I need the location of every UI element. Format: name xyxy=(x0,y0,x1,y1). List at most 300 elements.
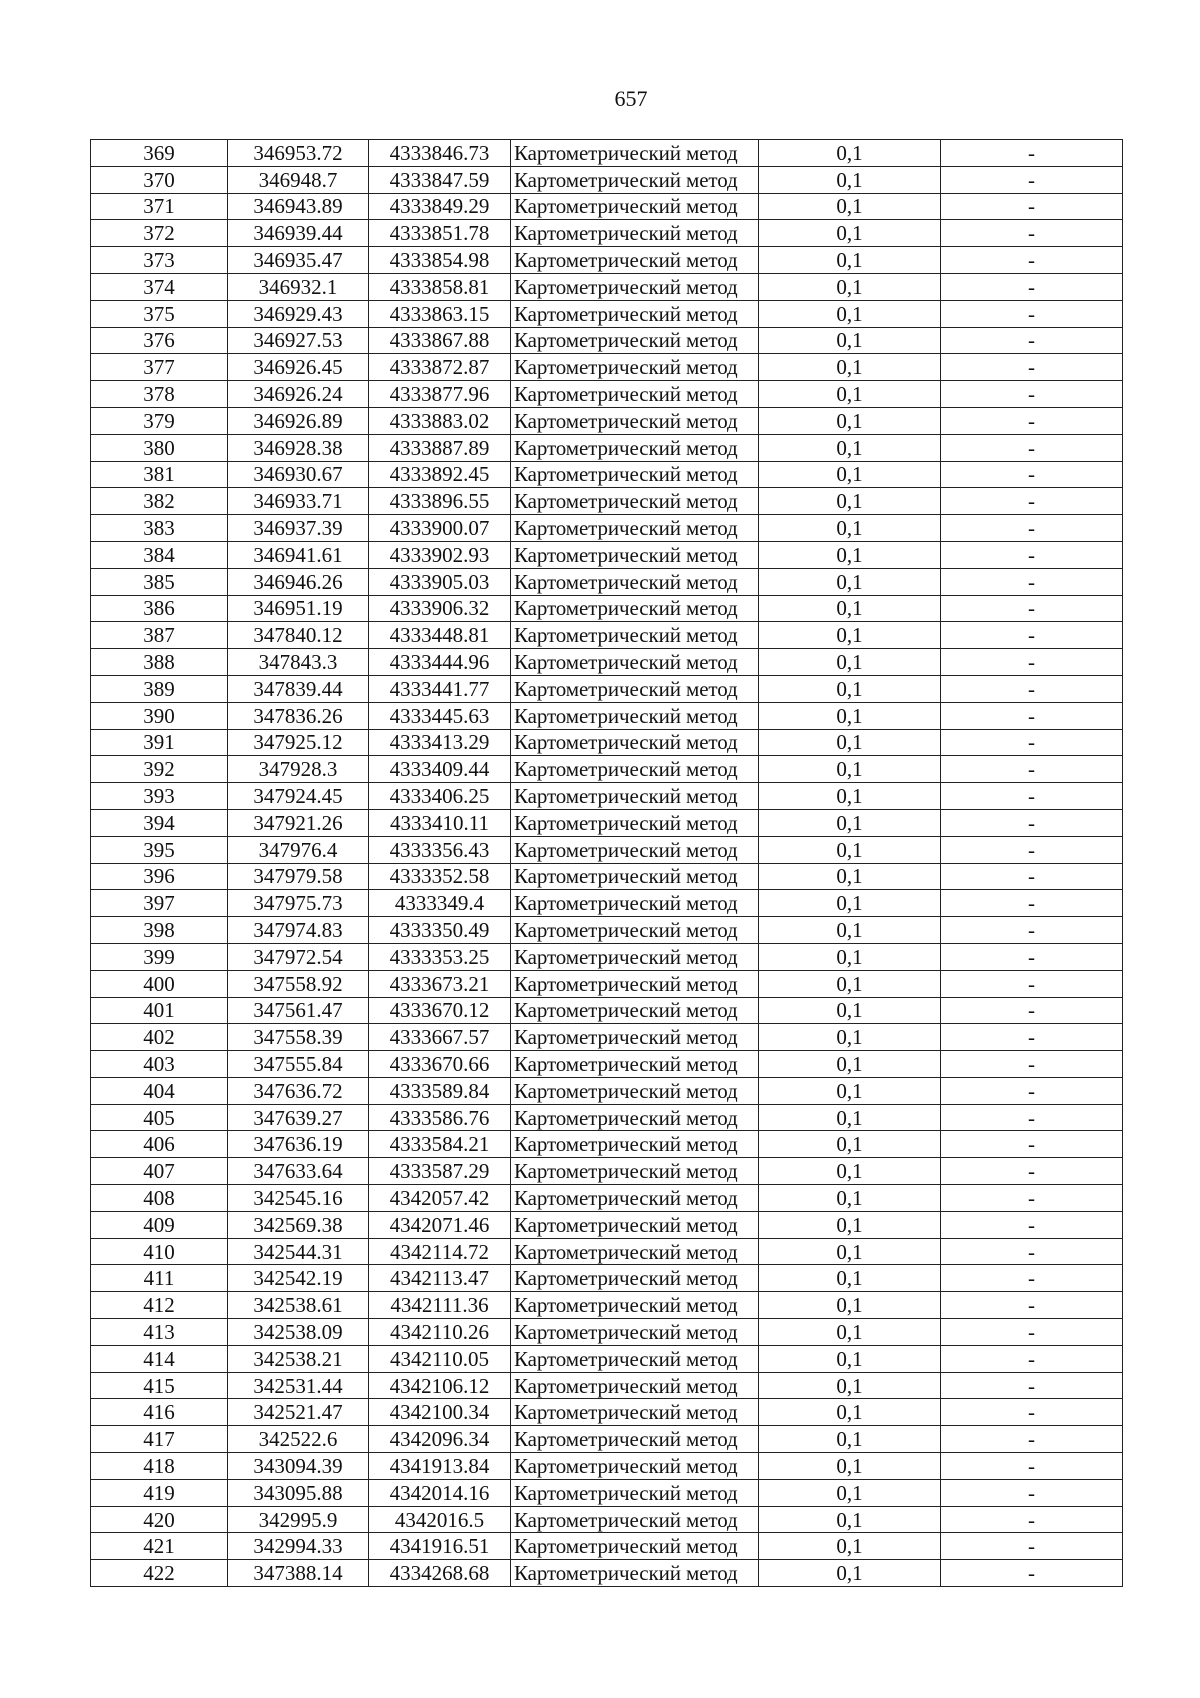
precision-cell: 0,1 xyxy=(759,1345,941,1372)
point-number-cell: 402 xyxy=(91,1024,228,1051)
y-coordinate-cell: 4334268.68 xyxy=(369,1560,511,1587)
table-row xyxy=(91,1479,1123,1506)
y-coordinate-cell: 4333586.76 xyxy=(369,1104,511,1131)
method-cell: Картометрический метод xyxy=(511,1238,759,1265)
note-cell: - xyxy=(941,1292,1123,1319)
note-cell: - xyxy=(941,863,1123,890)
note-cell: - xyxy=(941,997,1123,1024)
table-row xyxy=(91,1399,1123,1426)
method-cell: Картометрический метод xyxy=(511,1319,759,1346)
table-row xyxy=(91,1158,1123,1185)
point-number-cell: 378 xyxy=(91,381,228,408)
method-cell: Картометрический метод xyxy=(511,1533,759,1560)
note-cell: - xyxy=(941,702,1123,729)
y-coordinate-cell: 4333896.55 xyxy=(369,488,511,515)
precision-cell: 0,1 xyxy=(759,434,941,461)
point-number-cell: 391 xyxy=(91,729,228,756)
table-row xyxy=(91,140,1123,167)
point-number-cell: 385 xyxy=(91,568,228,595)
y-coordinate-cell: 4333877.96 xyxy=(369,381,511,408)
x-coordinate-cell: 346946.26 xyxy=(228,568,369,595)
table-row xyxy=(91,300,1123,327)
precision-cell: 0,1 xyxy=(759,247,941,274)
y-coordinate-cell: 4333350.49 xyxy=(369,917,511,944)
note-cell: - xyxy=(941,140,1123,167)
point-number-cell: 380 xyxy=(91,434,228,461)
precision-cell: 0,1 xyxy=(759,729,941,756)
page-number: 657 xyxy=(614,86,648,111)
method-cell: Картометрический метод xyxy=(511,943,759,970)
precision-cell: 0,1 xyxy=(759,702,941,729)
precision-cell: 0,1 xyxy=(759,140,941,167)
table-row xyxy=(91,1077,1123,1104)
point-number-cell: 411 xyxy=(91,1265,228,1292)
x-coordinate-cell: 347972.54 xyxy=(228,943,369,970)
note-cell: - xyxy=(941,1024,1123,1051)
x-coordinate-cell: 347921.26 xyxy=(228,809,369,836)
table-row xyxy=(91,997,1123,1024)
point-number-cell: 409 xyxy=(91,1211,228,1238)
x-coordinate-cell: 346948.7 xyxy=(228,166,369,193)
note-cell: - xyxy=(941,327,1123,354)
note-cell: - xyxy=(941,1051,1123,1078)
note-cell: - xyxy=(941,1506,1123,1533)
point-number-cell: 395 xyxy=(91,836,228,863)
y-coordinate-cell: 4333410.11 xyxy=(369,809,511,836)
precision-cell: 0,1 xyxy=(759,1211,941,1238)
note-cell: - xyxy=(941,1399,1123,1426)
note-cell: - xyxy=(941,890,1123,917)
x-coordinate-cell: 347639.27 xyxy=(228,1104,369,1131)
precision-cell: 0,1 xyxy=(759,943,941,970)
table-row xyxy=(91,568,1123,595)
precision-cell: 0,1 xyxy=(759,273,941,300)
method-cell: Картометрический метод xyxy=(511,407,759,434)
method-cell: Картометрический метод xyxy=(511,1426,759,1453)
note-cell: - xyxy=(941,756,1123,783)
method-cell: Картометрический метод xyxy=(511,434,759,461)
table-row xyxy=(91,863,1123,890)
note-cell: - xyxy=(941,220,1123,247)
method-cell: Картометрический метод xyxy=(511,675,759,702)
point-number-cell: 405 xyxy=(91,1104,228,1131)
point-number-cell: 401 xyxy=(91,997,228,1024)
table-row xyxy=(91,1292,1123,1319)
y-coordinate-cell: 4333902.93 xyxy=(369,541,511,568)
point-number-cell: 413 xyxy=(91,1319,228,1346)
note-cell: - xyxy=(941,809,1123,836)
method-cell: Картометрический метод xyxy=(511,756,759,783)
point-number-cell: 404 xyxy=(91,1077,228,1104)
method-cell: Картометрический метод xyxy=(511,783,759,810)
note-cell: - xyxy=(941,1131,1123,1158)
note-cell: - xyxy=(941,1533,1123,1560)
method-cell: Картометрический метод xyxy=(511,1131,759,1158)
precision-cell: 0,1 xyxy=(759,515,941,542)
table-row xyxy=(91,515,1123,542)
table-row xyxy=(91,1426,1123,1453)
precision-cell: 0,1 xyxy=(759,1131,941,1158)
y-coordinate-cell: 4333872.87 xyxy=(369,354,511,381)
x-coordinate-cell: 346935.47 xyxy=(228,247,369,274)
note-cell: - xyxy=(941,1560,1123,1587)
table-row xyxy=(91,407,1123,434)
method-cell: Картометрический метод xyxy=(511,568,759,595)
precision-cell: 0,1 xyxy=(759,1292,941,1319)
y-coordinate-cell: 4333887.89 xyxy=(369,434,511,461)
y-coordinate-cell: 4333353.25 xyxy=(369,943,511,970)
point-number-cell: 412 xyxy=(91,1292,228,1319)
y-coordinate-cell: 4333847.59 xyxy=(369,166,511,193)
method-cell: Картометрический метод xyxy=(511,488,759,515)
method-cell: Картометрический метод xyxy=(511,1560,759,1587)
point-number-cell: 377 xyxy=(91,354,228,381)
x-coordinate-cell: 347928.3 xyxy=(228,756,369,783)
table-row xyxy=(91,488,1123,515)
y-coordinate-cell: 4333349.4 xyxy=(369,890,511,917)
precision-cell: 0,1 xyxy=(759,1238,941,1265)
y-coordinate-cell: 4333589.84 xyxy=(369,1077,511,1104)
y-coordinate-cell: 4342110.26 xyxy=(369,1319,511,1346)
precision-cell: 0,1 xyxy=(759,756,941,783)
method-cell: Картометрический метод xyxy=(511,917,759,944)
point-number-cell: 410 xyxy=(91,1238,228,1265)
precision-cell: 0,1 xyxy=(759,327,941,354)
note-cell: - xyxy=(941,1238,1123,1265)
x-coordinate-cell: 347558.92 xyxy=(228,970,369,997)
x-coordinate-cell: 347388.14 xyxy=(228,1560,369,1587)
precision-cell: 0,1 xyxy=(759,541,941,568)
y-coordinate-cell: 4342016.5 xyxy=(369,1506,511,1533)
y-coordinate-cell: 4333883.02 xyxy=(369,407,511,434)
method-cell: Картометрический метод xyxy=(511,381,759,408)
note-cell: - xyxy=(941,943,1123,970)
x-coordinate-cell: 346943.89 xyxy=(228,193,369,220)
table-row xyxy=(91,247,1123,274)
note-cell: - xyxy=(941,836,1123,863)
y-coordinate-cell: 4342057.42 xyxy=(369,1185,511,1212)
method-cell: Картометрический метод xyxy=(511,1265,759,1292)
y-coordinate-cell: 4333584.21 xyxy=(369,1131,511,1158)
y-coordinate-cell: 4333851.78 xyxy=(369,220,511,247)
note-cell: - xyxy=(941,247,1123,274)
y-coordinate-cell: 4333670.12 xyxy=(369,997,511,1024)
y-coordinate-cell: 4342106.12 xyxy=(369,1372,511,1399)
x-coordinate-cell: 342538.09 xyxy=(228,1319,369,1346)
method-cell: Картометрический метод xyxy=(511,890,759,917)
x-coordinate-cell: 346928.38 xyxy=(228,434,369,461)
method-cell: Картометрический метод xyxy=(511,1479,759,1506)
y-coordinate-cell: 4333846.73 xyxy=(369,140,511,167)
x-coordinate-cell: 346926.89 xyxy=(228,407,369,434)
note-cell: - xyxy=(941,917,1123,944)
y-coordinate-cell: 4333444.96 xyxy=(369,649,511,676)
method-cell: Картометрический метод xyxy=(511,273,759,300)
point-number-cell: 416 xyxy=(91,1399,228,1426)
note-cell: - xyxy=(941,568,1123,595)
precision-cell: 0,1 xyxy=(759,836,941,863)
precision-cell: 0,1 xyxy=(759,1104,941,1131)
x-coordinate-cell: 347979.58 xyxy=(228,863,369,890)
point-number-cell: 374 xyxy=(91,273,228,300)
y-coordinate-cell: 4342110.05 xyxy=(369,1345,511,1372)
method-cell: Картометрический метод xyxy=(511,702,759,729)
method-cell: Картометрический метод xyxy=(511,1051,759,1078)
precision-cell: 0,1 xyxy=(759,970,941,997)
table-row xyxy=(91,1453,1123,1480)
precision-cell: 0,1 xyxy=(759,461,941,488)
y-coordinate-cell: 4342096.34 xyxy=(369,1426,511,1453)
y-coordinate-cell: 4333673.21 xyxy=(369,970,511,997)
x-coordinate-cell: 343095.88 xyxy=(228,1479,369,1506)
table-row xyxy=(91,273,1123,300)
method-cell: Картометрический метод xyxy=(511,515,759,542)
y-coordinate-cell: 4333356.43 xyxy=(369,836,511,863)
x-coordinate-cell: 342545.16 xyxy=(228,1185,369,1212)
point-number-cell: 400 xyxy=(91,970,228,997)
table-row xyxy=(91,434,1123,461)
point-number-cell: 403 xyxy=(91,1051,228,1078)
method-cell: Картометрический метод xyxy=(511,1399,759,1426)
method-cell: Картометрический метод xyxy=(511,863,759,890)
table-row xyxy=(91,729,1123,756)
method-cell: Картометрический метод xyxy=(511,461,759,488)
method-cell: Картометрический метод xyxy=(511,970,759,997)
precision-cell: 0,1 xyxy=(759,568,941,595)
x-coordinate-cell: 347925.12 xyxy=(228,729,369,756)
x-coordinate-cell: 347976.4 xyxy=(228,836,369,863)
table-row xyxy=(91,327,1123,354)
precision-cell: 0,1 xyxy=(759,488,941,515)
table-row xyxy=(91,381,1123,408)
table-row xyxy=(91,166,1123,193)
x-coordinate-cell: 346939.44 xyxy=(228,220,369,247)
y-coordinate-cell: 4333905.03 xyxy=(369,568,511,595)
note-cell: - xyxy=(941,622,1123,649)
precision-cell: 0,1 xyxy=(759,1426,941,1453)
y-coordinate-cell: 4333849.29 xyxy=(369,193,511,220)
precision-cell: 0,1 xyxy=(759,1533,941,1560)
method-cell: Картометрический метод xyxy=(511,622,759,649)
table-row xyxy=(91,943,1123,970)
table-row xyxy=(91,1372,1123,1399)
table-row xyxy=(91,354,1123,381)
y-coordinate-cell: 4333670.66 xyxy=(369,1051,511,1078)
point-number-cell: 396 xyxy=(91,863,228,890)
table-row xyxy=(91,702,1123,729)
table-row xyxy=(91,595,1123,622)
y-coordinate-cell: 4342113.47 xyxy=(369,1265,511,1292)
note-cell: - xyxy=(941,1345,1123,1372)
method-cell: Картометрический метод xyxy=(511,541,759,568)
point-number-cell: 393 xyxy=(91,783,228,810)
note-cell: - xyxy=(941,434,1123,461)
x-coordinate-cell: 342522.6 xyxy=(228,1426,369,1453)
note-cell: - xyxy=(941,595,1123,622)
precision-cell: 0,1 xyxy=(759,1560,941,1587)
y-coordinate-cell: 4333352.58 xyxy=(369,863,511,890)
method-cell: Картометрический метод xyxy=(511,1077,759,1104)
y-coordinate-cell: 4333445.63 xyxy=(369,702,511,729)
point-number-cell: 383 xyxy=(91,515,228,542)
x-coordinate-cell: 347836.26 xyxy=(228,702,369,729)
table-row xyxy=(91,1238,1123,1265)
table-row xyxy=(91,1131,1123,1158)
note-cell: - xyxy=(941,675,1123,702)
point-number-cell: 386 xyxy=(91,595,228,622)
y-coordinate-cell: 4341916.51 xyxy=(369,1533,511,1560)
y-coordinate-cell: 4342071.46 xyxy=(369,1211,511,1238)
table-row xyxy=(91,1265,1123,1292)
table-row xyxy=(91,675,1123,702)
y-coordinate-cell: 4333863.15 xyxy=(369,300,511,327)
y-coordinate-cell: 4342014.16 xyxy=(369,1479,511,1506)
x-coordinate-cell: 346953.72 xyxy=(228,140,369,167)
table-row xyxy=(91,1506,1123,1533)
x-coordinate-cell: 346932.1 xyxy=(228,273,369,300)
note-cell: - xyxy=(941,193,1123,220)
x-coordinate-cell: 347843.3 xyxy=(228,649,369,676)
x-coordinate-cell: 342995.9 xyxy=(228,1506,369,1533)
table-row xyxy=(91,1104,1123,1131)
point-number-cell: 382 xyxy=(91,488,228,515)
y-coordinate-cell: 4333667.57 xyxy=(369,1024,511,1051)
precision-cell: 0,1 xyxy=(759,997,941,1024)
y-coordinate-cell: 4342111.36 xyxy=(369,1292,511,1319)
x-coordinate-cell: 346951.19 xyxy=(228,595,369,622)
precision-cell: 0,1 xyxy=(759,1453,941,1480)
y-coordinate-cell: 4342114.72 xyxy=(369,1238,511,1265)
precision-cell: 0,1 xyxy=(759,1479,941,1506)
note-cell: - xyxy=(941,1372,1123,1399)
method-cell: Картометрический метод xyxy=(511,247,759,274)
x-coordinate-cell: 342538.21 xyxy=(228,1345,369,1372)
note-cell: - xyxy=(941,515,1123,542)
point-number-cell: 376 xyxy=(91,327,228,354)
point-number-cell: 389 xyxy=(91,675,228,702)
y-coordinate-cell: 4333854.98 xyxy=(369,247,511,274)
note-cell: - xyxy=(941,354,1123,381)
y-coordinate-cell: 4333906.32 xyxy=(369,595,511,622)
precision-cell: 0,1 xyxy=(759,649,941,676)
note-cell: - xyxy=(941,1479,1123,1506)
table-row xyxy=(91,836,1123,863)
x-coordinate-cell: 346926.24 xyxy=(228,381,369,408)
table-row xyxy=(91,1533,1123,1560)
table-row xyxy=(91,809,1123,836)
y-coordinate-cell: 4333587.29 xyxy=(369,1158,511,1185)
point-number-cell: 407 xyxy=(91,1158,228,1185)
point-number-cell: 388 xyxy=(91,649,228,676)
precision-cell: 0,1 xyxy=(759,300,941,327)
precision-cell: 0,1 xyxy=(759,783,941,810)
table-row xyxy=(91,917,1123,944)
y-coordinate-cell: 4342100.34 xyxy=(369,1399,511,1426)
y-coordinate-cell: 4333867.88 xyxy=(369,327,511,354)
table-row xyxy=(91,461,1123,488)
point-number-cell: 392 xyxy=(91,756,228,783)
coordinates-table-body xyxy=(91,140,1123,1587)
y-coordinate-cell: 4333413.29 xyxy=(369,729,511,756)
note-cell: - xyxy=(941,166,1123,193)
table-row xyxy=(91,541,1123,568)
x-coordinate-cell: 347636.72 xyxy=(228,1077,369,1104)
method-cell: Картометрический метод xyxy=(511,193,759,220)
note-cell: - xyxy=(941,1211,1123,1238)
method-cell: Картометрический метод xyxy=(511,140,759,167)
method-cell: Картометрический метод xyxy=(511,220,759,247)
point-number-cell: 373 xyxy=(91,247,228,274)
method-cell: Картометрический метод xyxy=(511,649,759,676)
x-coordinate-cell: 346937.39 xyxy=(228,515,369,542)
point-number-cell: 379 xyxy=(91,407,228,434)
note-cell: - xyxy=(941,783,1123,810)
method-cell: Картометрический метод xyxy=(511,1372,759,1399)
precision-cell: 0,1 xyxy=(759,193,941,220)
precision-cell: 0,1 xyxy=(759,890,941,917)
note-cell: - xyxy=(941,407,1123,434)
x-coordinate-cell: 347924.45 xyxy=(228,783,369,810)
point-number-cell: 419 xyxy=(91,1479,228,1506)
note-cell: - xyxy=(941,649,1123,676)
coordinates-table xyxy=(90,139,1123,1587)
y-coordinate-cell: 4341913.84 xyxy=(369,1453,511,1480)
note-cell: - xyxy=(941,273,1123,300)
method-cell: Картометрический метод xyxy=(511,1158,759,1185)
table-row xyxy=(91,622,1123,649)
precision-cell: 0,1 xyxy=(759,917,941,944)
point-number-cell: 384 xyxy=(91,541,228,568)
x-coordinate-cell: 346926.45 xyxy=(228,354,369,381)
table-row xyxy=(91,1345,1123,1372)
y-coordinate-cell: 4333900.07 xyxy=(369,515,511,542)
note-cell: - xyxy=(941,1185,1123,1212)
x-coordinate-cell: 347974.83 xyxy=(228,917,369,944)
table-row xyxy=(91,1560,1123,1587)
x-coordinate-cell: 346927.53 xyxy=(228,327,369,354)
method-cell: Картометрический метод xyxy=(511,1292,759,1319)
precision-cell: 0,1 xyxy=(759,354,941,381)
y-coordinate-cell: 4333448.81 xyxy=(369,622,511,649)
note-cell: - xyxy=(941,541,1123,568)
method-cell: Картометрический метод xyxy=(511,300,759,327)
method-cell: Картометрический метод xyxy=(511,729,759,756)
y-coordinate-cell: 4333858.81 xyxy=(369,273,511,300)
table-row xyxy=(91,1024,1123,1051)
method-cell: Картометрический метод xyxy=(511,1506,759,1533)
table-row xyxy=(91,1319,1123,1346)
table-row xyxy=(91,1051,1123,1078)
precision-cell: 0,1 xyxy=(759,1051,941,1078)
point-number-cell: 406 xyxy=(91,1131,228,1158)
precision-cell: 0,1 xyxy=(759,1158,941,1185)
x-coordinate-cell: 342569.38 xyxy=(228,1211,369,1238)
precision-cell: 0,1 xyxy=(759,809,941,836)
precision-cell: 0,1 xyxy=(759,166,941,193)
table-row xyxy=(91,756,1123,783)
precision-cell: 0,1 xyxy=(759,1265,941,1292)
precision-cell: 0,1 xyxy=(759,595,941,622)
precision-cell: 0,1 xyxy=(759,1399,941,1426)
precision-cell: 0,1 xyxy=(759,1506,941,1533)
method-cell: Картометрический метод xyxy=(511,1345,759,1372)
note-cell: - xyxy=(941,1104,1123,1131)
x-coordinate-cell: 346930.67 xyxy=(228,461,369,488)
point-number-cell: 394 xyxy=(91,809,228,836)
point-number-cell: 418 xyxy=(91,1453,228,1480)
x-coordinate-cell: 346933.71 xyxy=(228,488,369,515)
method-cell: Картометрический метод xyxy=(511,997,759,1024)
